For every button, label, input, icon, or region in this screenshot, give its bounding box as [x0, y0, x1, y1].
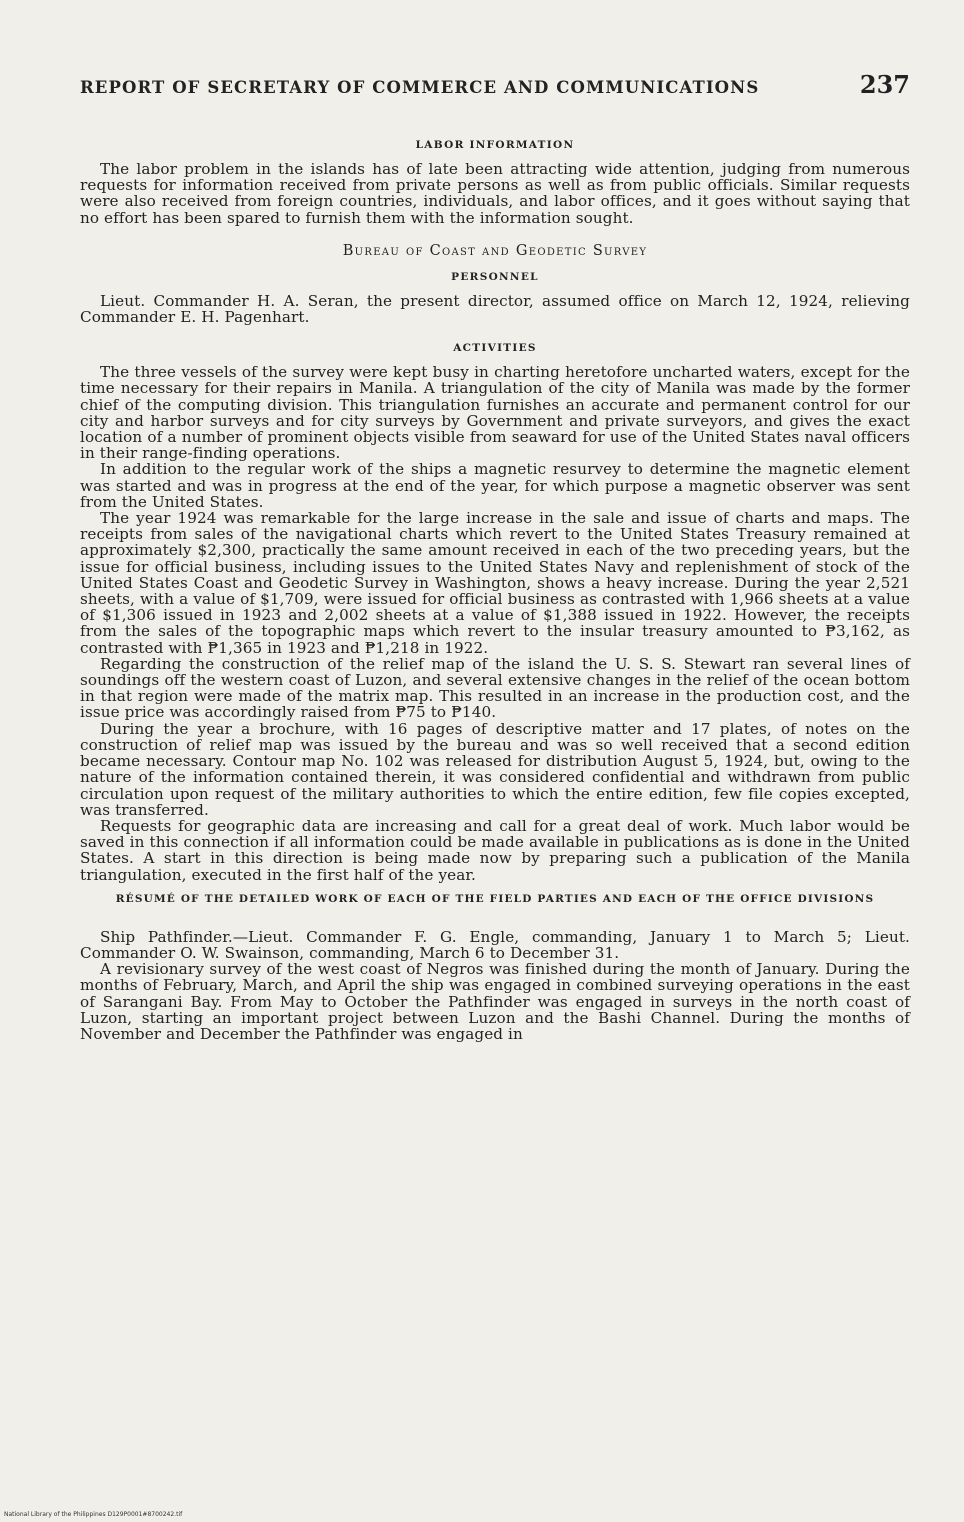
activities-paragraph: During the year a brochure, with 16 pages of descriptive matter and 17 plates, of notes on the construction of relief map was issued by the bureau and was so well received that a second edition became necessary. Contour map No. 102 was released for distribution August 5, 1924, but, owing to the nature of the information contained therein, it was considered confidential and withdrawn from public circulation upon request of the military authorities to which the entire edition, few file copies excepted, was transferred.: [80, 719, 910, 819]
activities-paragraph: The three vessels of the survey were kept busy in charting heretofore uncharted waters, except for the time necessary for their repairs in Manila. A triangulation of the city of Manila was made by the former chief of the computing division. This triangulation furnishes an accurate and permanent control for our city and harbor surveys and for city surveys by Government and private surveyors, and gives the exact location of a number of prominent objects visible from seaward for use of the United States naval officers in their range-finding operations.: [80, 363, 910, 463]
scan-footer: National Library of the Philippines D129P0001#8700242.tif: [4, 1511, 183, 1518]
document-page: [80, 70, 910, 1042]
labor-heading: LABOR INFORMATION: [415, 139, 575, 151]
activities-paragraph: Regarding the construction of the relief map of the island the U. S. S. Stewart ran several lines of soundings off the western coast of Luzon, and several extensive changes in the relief of the ocean bottom in that region were made of the matrix map. This resulted in an increase in the production cost, and the issue price was accordingly raised from ₱75 to ₱140.: [80, 654, 910, 722]
bureau-heading: Bureau of Coast and Geodetic Survey: [342, 242, 648, 259]
resume-paragraph: Ship Pathfinder.—Lieut. Commander F. G. Engle, commanding, January 1 to March 5; Lieut. Commander O. W. Swainson, commanding, March 6 to December 31.: [80, 927, 910, 962]
page-number: 237: [859, 70, 910, 99]
resume-heading: RÉSUMÉ OF THE DETAILED WORK OF EACH OF THE FIELD PARTIES AND EACH OF THE OFFICE DIVISIONS: [115, 892, 875, 905]
activities-paragraph: The year 1924 was remarkable for the large increase in the sale and issue of charts and maps. The receipts from sales of the navigational charts which revert to the United States Treasury remained at approximately $2,300, practically the same amount received in each of the two preceding years, but the issue for official business, including issues to the United States Navy and replenishment of stock of the United States Coast and Geodetic Survey in Washington, shows a heavy increase. During the year 2,521 sheets, with a value of $1,709, were issued for official business as contrasted with 1,966 sheets at a value of $1,306 issued in 1923 and 2,002 sheets at a value of $1,388 issued in 1922. However, the receipts from the sales of the topographic maps which revert to the insular treasury amounted to ₱3,162, as contrasted with ₱1,365 in 1923 and ₱1,218 in 1922.: [80, 509, 910, 657]
running-title: REPORT OF SECRETARY OF COMMERCE AND COMMUNICATIONS: [80, 78, 760, 97]
activities-paragraph: Requests for geographic data are increasing and call for a great deal of work. Much labor would be saved in this connection if all information could be made available in publications as is done in the United States. A start in this direction is being made now by preparing such a publication of the Manila triangulation, executed in the first half of the year.: [80, 816, 910, 884]
labor-paragraph: The labor problem in the islands has of late been attracting wide attention, judging from numerous requests for information received from private persons as well as from public officials. Similar requests were also received from foreign countries, individuals, and labor offices, and it goes without saying that no effort has been spared to furnish them with the information sought.: [80, 160, 910, 227]
activities-paragraph: In addition to the regular work of the ships a magnetic resurvey to determine the magnetic element was started and was in progress at the end of the year, for which purpose a magnetic observer was sent from the United States.: [80, 460, 910, 511]
running-head: [80, 70, 910, 99]
personnel-paragraph: Lieut. Commander H. A. Seran, the present director, assumed office on March 12, 1924, relieving Commander E. H. Pagenhart.: [80, 291, 910, 327]
personnel-heading: PERSONNEL: [451, 270, 539, 283]
resume-paragraph: A revisionary survey of the west coast of Negros was finished during the month of January. During the months of February, March, and April the ship was engaged in combined surveying operations in the east of Sarangani Bay. From May to October the Pathfinder was engaged in surveys in the north coast of Luzon, starting an important project between Luzon and the Bashi Channel. During the months of November and December the Pathfinder was engaged in: [80, 960, 910, 1043]
activities-heading: ACTIVITIES: [453, 342, 537, 355]
